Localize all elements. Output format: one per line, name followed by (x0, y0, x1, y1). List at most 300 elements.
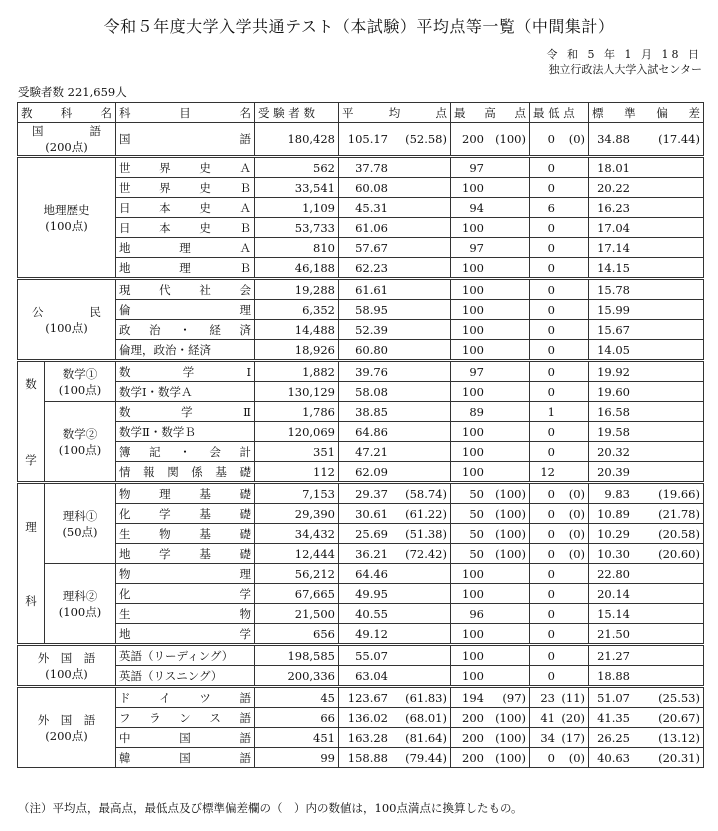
average-score (339, 645, 451, 666)
subject-char: 学 (182, 364, 195, 379)
header-subject (116, 103, 255, 123)
subject-char: 基 (215, 464, 227, 479)
subject-char: 基 (199, 506, 211, 521)
average-score-value: 30.61 (355, 506, 388, 521)
average-score-converted: (58.74) (405, 486, 447, 501)
stdev-score-value: 40.63 (597, 750, 630, 765)
average-score-pair (342, 565, 447, 583)
header-stdev-char: 準 (624, 105, 636, 120)
stdev-score-converted: (20.58) (658, 526, 700, 541)
subject-name (116, 320, 255, 340)
table-row (18, 728, 704, 748)
category-kokugo (18, 123, 116, 157)
min-score (530, 123, 589, 157)
subject-char: 韓 (119, 750, 131, 765)
examinee-count: 180,428 (255, 123, 339, 157)
max-score-value: 97 (469, 240, 484, 255)
average-score-value: 38.85 (355, 404, 388, 419)
subject-name (116, 382, 255, 402)
stdev-score-value: 16.58 (597, 404, 630, 419)
max-score-pair (454, 565, 526, 583)
average-score-pair (342, 259, 447, 277)
subcategory-sugaku2-name: 数学② (62, 426, 98, 441)
stdev-score (589, 218, 704, 238)
max-score-value: 100 (462, 626, 484, 641)
subject-name (116, 645, 255, 666)
max-score (451, 157, 530, 178)
min-score-value: 0 (547, 302, 555, 317)
average-score (339, 564, 451, 584)
subject-spread (119, 179, 251, 197)
max-score-pair (454, 130, 526, 148)
max-score-pair (454, 239, 526, 257)
category-gaikokugo-100-points: (100点) (45, 666, 88, 681)
examinee-count: 18,926 (255, 340, 339, 361)
subject-name (116, 544, 255, 564)
stdev-score-converted: (20.31) (658, 750, 700, 765)
subject-name (116, 258, 255, 279)
min-score-pair (533, 585, 585, 603)
max-score-pair (454, 525, 526, 543)
header-subject-char: 名 (239, 105, 251, 120)
subcategory-rika2 (45, 564, 116, 645)
max-score-pair (454, 647, 526, 665)
subject-char: 現 (119, 282, 131, 297)
average-score-pair (342, 585, 447, 603)
subject-text: 倫理，政治・経済 (119, 342, 211, 357)
max-score-pair (454, 301, 526, 319)
subject-name (116, 218, 255, 238)
subject-spread (119, 130, 251, 148)
table-row (18, 544, 704, 564)
average-score-pair (342, 239, 447, 257)
subject-name (116, 624, 255, 645)
average-score-pair (342, 363, 447, 381)
stdev-score-value: 19.92 (597, 364, 630, 379)
min-score (530, 748, 589, 768)
table-row (18, 504, 704, 524)
average-score-value: 29.37 (355, 486, 388, 501)
average-score (339, 218, 451, 238)
stdev-score (589, 708, 704, 728)
min-score-converted: (11) (561, 690, 585, 705)
stdev-score (589, 666, 704, 687)
max-score (451, 544, 530, 564)
table-row (18, 258, 704, 279)
min-score-value: 0 (547, 648, 555, 663)
max-score-pair (454, 667, 526, 685)
stdev-score-pair (592, 341, 700, 359)
stdev-score-value: 20.39 (597, 464, 630, 479)
max-score (451, 624, 530, 645)
max-score (451, 279, 530, 300)
average-score (339, 340, 451, 361)
average-score-value: 64.86 (355, 424, 388, 439)
stdev-score-value: 20.32 (597, 444, 630, 459)
stdev-score-pair (592, 403, 700, 421)
min-score-pair (533, 689, 585, 707)
average-score-value: 37.78 (355, 160, 388, 175)
max-score (451, 422, 530, 442)
stdev-score (589, 422, 704, 442)
subject-char: 語 (239, 690, 251, 705)
subject-spread (119, 605, 251, 623)
min-score (530, 666, 589, 687)
max-score-value: 100 (462, 586, 484, 601)
header-max-char: 最 (454, 105, 466, 120)
subject-name (116, 524, 255, 544)
subject-spread (119, 301, 251, 319)
subject-char: Ｂ (239, 220, 251, 235)
average-score-value: 49.12 (355, 626, 388, 641)
average-score-value: 36.21 (355, 546, 388, 561)
average-score-value: 58.95 (355, 302, 388, 317)
max-score (451, 524, 530, 544)
subject-char: 日 (119, 200, 131, 215)
subject-text: 数学Ⅱ・数学Ｂ (119, 424, 196, 439)
min-score-value: 0 (547, 606, 555, 621)
subject-spread (119, 545, 251, 563)
stdev-score (589, 584, 704, 604)
category-komin (18, 279, 116, 361)
subject-char: 学 (181, 404, 193, 419)
header-category-char: 名 (100, 105, 112, 120)
min-score-value: 0 (547, 260, 555, 275)
subject-char: 本 (159, 220, 171, 235)
subject-char: ツ (199, 690, 211, 705)
min-score (530, 728, 589, 748)
table-row (18, 584, 704, 604)
stdev-score-pair (592, 321, 700, 339)
page-title: 令和５年度大学入学共通テスト（本試験）平均点等一覧（中間集計） (103, 17, 615, 36)
max-score-value: 100 (462, 180, 484, 195)
min-score-value: 0 (547, 566, 555, 581)
category-gaikokugo-200 (18, 687, 116, 768)
min-score-pair (533, 219, 585, 237)
table-row (18, 524, 704, 544)
stdev-score-pair (592, 545, 700, 563)
subject-char: 係 (191, 464, 203, 479)
stdev-score-value: 10.89 (597, 506, 630, 521)
stdev-score-pair (592, 625, 700, 643)
stdev-score (589, 544, 704, 564)
average-score-value: 62.09 (355, 464, 388, 479)
subject-name (116, 748, 255, 768)
min-score-value: 0 (547, 384, 555, 399)
subject-char: Ｂ (239, 180, 251, 195)
subject-char: 史 (199, 160, 211, 175)
stdev-score (589, 279, 704, 300)
stdev-score-pair (592, 281, 700, 299)
min-score (530, 361, 589, 382)
min-score-value: 0 (547, 546, 555, 561)
subject-spread (119, 709, 251, 727)
subject-char: Ⅰ (246, 364, 251, 379)
header-category (18, 103, 116, 123)
max-score-pair (454, 259, 526, 277)
examinee-count: 14,488 (255, 320, 339, 340)
max-score-converted: (100) (495, 526, 526, 541)
average-score (339, 300, 451, 320)
stdev-score-value: 15.99 (597, 302, 630, 317)
subject-char: 物 (159, 526, 171, 541)
min-score-pair (533, 709, 585, 727)
category-rika-bottom: 科 (25, 593, 37, 608)
max-score (451, 604, 530, 624)
average-score-value: 136.02 (347, 710, 388, 725)
table-row (18, 748, 704, 768)
max-score (451, 645, 530, 666)
average-score-pair (342, 423, 447, 441)
header-max (451, 103, 530, 123)
subject-spread (119, 625, 251, 643)
subcategory-sugaku1-points: (100点) (58, 382, 102, 397)
subject-name (116, 157, 255, 178)
subject-char: 報 (143, 464, 155, 479)
average-score (339, 624, 451, 645)
subject-char: 世 (119, 160, 131, 175)
category-chireki-points: (100点) (45, 218, 88, 233)
stdev-score (589, 123, 704, 157)
max-score (451, 564, 530, 584)
min-score (530, 442, 589, 462)
max-score (451, 320, 530, 340)
subject-name (116, 340, 255, 361)
category-sugaku-bottom: 学 (25, 452, 37, 467)
subject-char: 国 (179, 750, 191, 765)
subject-spread (119, 565, 251, 583)
header-examinees: 受 験 者 数 (255, 103, 339, 123)
stdev-score-value: 18.01 (597, 160, 630, 175)
stdev-score-pair (592, 219, 700, 237)
subject-char: 基 (199, 486, 211, 501)
subject-char: 関 (167, 464, 179, 479)
min-score-converted: (0) (568, 486, 585, 501)
stdev-score (589, 728, 704, 748)
subject-char: ン (179, 710, 191, 725)
examinee-count: 66 (255, 708, 339, 728)
stdev-score-converted: (17.44) (658, 132, 700, 146)
min-score (530, 320, 589, 340)
min-score-value: 0 (547, 364, 555, 379)
category-rika-top: 理 (25, 519, 37, 534)
subject-char: 語 (239, 730, 251, 745)
table-row (18, 238, 704, 258)
examinee-count: 351 (255, 442, 339, 462)
category-rika (18, 483, 45, 645)
subject-char: 日 (119, 220, 131, 235)
subject-spread (119, 463, 251, 481)
min-score-pair (533, 545, 585, 563)
max-score-value: 200 (462, 750, 484, 765)
min-score (530, 422, 589, 442)
average-score (339, 361, 451, 382)
table-row (18, 157, 704, 178)
stdev-score-value: 14.05 (597, 342, 630, 357)
max-score-value: 96 (469, 606, 484, 621)
min-score-pair (533, 341, 585, 359)
subject-char: 治 (149, 322, 161, 337)
header-average-char: 均 (388, 105, 401, 120)
max-score-pair (454, 463, 526, 481)
max-score-pair (454, 159, 526, 177)
stdev-score (589, 238, 704, 258)
min-score-pair (533, 383, 585, 401)
table-row (18, 300, 704, 320)
max-score-pair (454, 321, 526, 339)
stdev-score (589, 504, 704, 524)
max-score (451, 361, 530, 382)
average-score (339, 687, 451, 708)
stdev-score-value: 20.14 (597, 586, 630, 601)
min-score (530, 564, 589, 584)
subcategory-rika1-name: 理科① (62, 508, 98, 523)
stdev-score (589, 198, 704, 218)
stdev-score-pair (592, 199, 700, 217)
average-score-pair (342, 729, 447, 747)
stdev-score (589, 442, 704, 462)
average-score-value: 61.06 (355, 220, 388, 235)
max-score-pair (454, 403, 526, 421)
max-score-value: 200 (462, 730, 484, 745)
stdev-score-pair (592, 585, 700, 603)
max-score (451, 483, 530, 504)
category-kokugo-points: (200点) (45, 140, 88, 154)
average-score (339, 382, 451, 402)
max-score-pair (454, 341, 526, 359)
subject-char: 物 (119, 486, 131, 501)
average-score-value: 45.31 (355, 200, 388, 215)
table-row (18, 178, 704, 198)
max-score-value: 94 (469, 200, 484, 215)
subject-char: 本 (159, 200, 171, 215)
min-score (530, 604, 589, 624)
subject-name (116, 238, 255, 258)
min-score-value: 0 (547, 586, 555, 601)
max-score-value: 100 (462, 424, 484, 439)
max-score (451, 687, 530, 708)
examinee-count: 120,069 (255, 422, 339, 442)
average-score-value: 64.46 (355, 566, 388, 581)
average-score-value: 39.76 (355, 364, 388, 379)
table-row (18, 666, 704, 687)
subject-text: 数学Ⅰ・数学Ａ (119, 384, 193, 399)
stdev-score-value: 34.88 (597, 132, 630, 146)
min-score-pair (533, 485, 585, 503)
average-score-pair (342, 485, 447, 503)
average-score-converted: (72.42) (405, 546, 447, 561)
subject-spread (119, 239, 251, 257)
stdev-score-pair (592, 729, 700, 747)
subject-spread (119, 363, 251, 381)
stdev-score-value: 19.60 (597, 384, 630, 399)
subject-char: 基 (199, 526, 211, 541)
stdev-score-value: 14.15 (597, 260, 630, 275)
subject-spread (119, 219, 251, 237)
table-row (18, 645, 704, 666)
subject-name (116, 361, 255, 382)
subject-char: 理 (239, 302, 251, 317)
stdev-score-pair (592, 647, 700, 665)
average-score (339, 728, 451, 748)
subject-char: 会 (239, 282, 251, 297)
stdev-score-pair (592, 749, 700, 767)
max-score-pair (454, 709, 526, 727)
subject-name (116, 462, 255, 483)
subject-char: 礎 (239, 506, 251, 521)
min-score (530, 645, 589, 666)
subcategory-sugaku1 (45, 361, 116, 402)
subject-char: 地 (119, 546, 131, 561)
stdev-score (589, 524, 704, 544)
subject-char: Ａ (239, 240, 251, 255)
average-score-value: 40.55 (355, 606, 388, 621)
max-score-pair (454, 423, 526, 441)
average-score-pair (342, 709, 447, 727)
average-score (339, 157, 451, 178)
average-score-converted: (61.83) (405, 690, 447, 705)
subcategory-sugaku1-name: 数学① (62, 366, 98, 381)
min-score (530, 504, 589, 524)
stdev-score-value: 41.35 (597, 710, 630, 725)
stdev-score-pair (592, 239, 700, 257)
stdev-score-pair (592, 525, 700, 543)
stdev-score-value: 17.04 (597, 220, 630, 235)
subject-char: 礎 (239, 526, 251, 541)
average-score (339, 279, 451, 300)
subject-char: 語 (239, 710, 251, 725)
subject-char: 地 (119, 240, 131, 255)
max-score-pair (454, 363, 526, 381)
min-score-value: 0 (547, 160, 555, 175)
average-score (339, 504, 451, 524)
subject-char: 界 (159, 160, 171, 175)
examinee-count: 99 (255, 748, 339, 768)
stdev-score (589, 258, 704, 279)
subject-spread (119, 585, 251, 603)
table-row (18, 382, 704, 402)
average-score-pair (342, 605, 447, 623)
stdev-score (589, 645, 704, 666)
examinee-count: 562 (255, 157, 339, 178)
stdev-score (589, 402, 704, 422)
stdev-score-value: 22.80 (597, 566, 630, 581)
category-sugaku-spacer (21, 392, 41, 452)
average-score-value: 47.21 (355, 444, 388, 459)
max-score-pair (454, 749, 526, 767)
max-score-value: 100 (462, 322, 484, 337)
stdev-score (589, 320, 704, 340)
subject-spread (119, 729, 251, 747)
examinee-count: 21,500 (255, 604, 339, 624)
min-score-pair (533, 647, 585, 665)
min-score-value: 0 (547, 444, 555, 459)
subject-char: Ｂ (239, 260, 251, 275)
table-row (18, 422, 704, 442)
category-gaikokugo-200-points: (200点) (45, 728, 88, 743)
subject-char: 政 (119, 322, 131, 337)
max-score-pair (454, 443, 526, 461)
subcategory-sugaku2 (45, 402, 116, 483)
max-score (451, 402, 530, 422)
max-score-converted: (100) (495, 546, 526, 561)
subject-name (116, 442, 255, 462)
min-score-converted: (17) (561, 730, 585, 745)
max-score (451, 666, 530, 687)
stdev-score-pair (592, 179, 700, 197)
stdev-score-converted: (19.66) (658, 486, 700, 501)
min-score (530, 402, 589, 422)
